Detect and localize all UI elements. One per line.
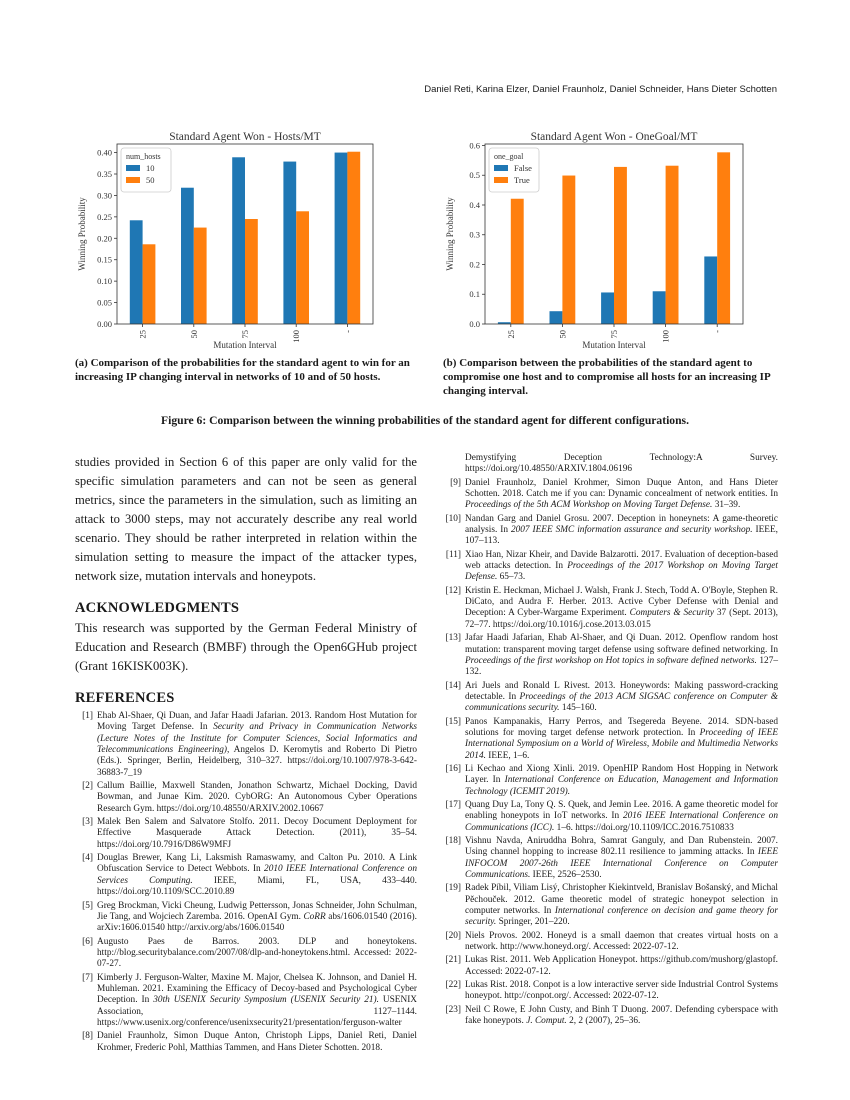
reference-item <box>75 901 417 935</box>
legend-label: False <box>514 163 532 173</box>
reference-text: Li Kechao and Xiong Xinli. 2019. OpenHIP Random Host Hopping in Network Layer. In <box>465 763 778 786</box>
reference-venue: Proceeding of IEEE International Symposium on a World of Wireless, Mobile and Multimedia Networks 2014. <box>465 727 779 761</box>
x-axis-label: Mutation Interval <box>213 340 277 350</box>
reference-text: 1–6. https://doi.org/10.1109/ICC.2016.7510833 <box>554 822 734 833</box>
reference-text: 2, 2 (2007), 25–36. <box>566 1016 641 1027</box>
y-tick-label: 0.1 <box>469 289 480 300</box>
reference-number: [20] <box>445 930 461 941</box>
reference-number: [17] <box>445 799 461 810</box>
references-list-left <box>75 711 417 1054</box>
reference-text: Nandan Garg and Daniel Grosu. 2007. Deception in honeynets: A game-theoretic analysis. In <box>465 513 778 536</box>
x-tick-label: 75 <box>609 330 619 339</box>
y-tick-label: 0.00 <box>97 319 112 329</box>
reference-text: Springer, 201–220. <box>496 917 570 928</box>
reference-number: [5] <box>82 900 93 911</box>
reference-item <box>443 800 778 834</box>
reference-item <box>443 764 778 798</box>
bar-50-75 <box>245 219 258 324</box>
reference-item <box>443 478 778 512</box>
legend-swatch-50 <box>126 177 140 183</box>
reference-item <box>75 711 417 779</box>
reference-item <box>443 681 778 715</box>
bar-True-100 <box>666 166 679 324</box>
left-column <box>75 453 417 1056</box>
reference-number: [10] <box>445 513 461 524</box>
reference-text: 37 (Sept. 2013), 72–77. https://doi.org/10.1016/j.cose.2013.03.015 <box>465 608 778 630</box>
bar-10-25 <box>130 220 143 324</box>
y-tick-label: 0.2 <box>469 259 480 270</box>
bar-10-100 <box>283 162 296 324</box>
reference-number: [21] <box>445 955 461 966</box>
reference-text: Lukas Rist. 2018. Conpot is a low interactive server side Industrial Control Systems honeypot. http://conpot.org/. Accessed: 2022-07-12. <box>465 980 778 1002</box>
legend-label: True <box>514 175 530 185</box>
bar-False-75 <box>601 292 614 324</box>
reference-text: IEEE, 107–113. <box>465 525 778 547</box>
bar-50-50 <box>194 228 207 324</box>
reference-text: Niels Provos. 2002. Honeyd is a small daemon that creates virtual hosts on a network. http://www.honeyd.org/. Accessed: 2022-07-12. <box>465 930 778 953</box>
y-tick-label: 0.35 <box>97 169 112 179</box>
y-axis-label: Winning Probability <box>77 197 87 271</box>
reference-number: [11] <box>445 549 461 560</box>
legend-swatch-10 <box>126 165 140 171</box>
body-paragraph: studies provided in Section 6 of this paper are only valid for the specific simulation parameters and can not be seen as general metrics, since the parameters in the simulation, such as limiting an attack to 3000 steps, may not accurately describe any real world scenario. They should be rather interpreted in relation within the simulation setting to measure the impact of the attacker types, network size, mutation intervals and honeypots. <box>75 455 417 583</box>
reference-text: Lukas Rist. 2011. Web Application Honeypot. https://github.com/mushorg/glastopf. Accessed: 2022-07-12. <box>465 955 778 977</box>
reference-text: Neil C Rowe, E John Custy, and Binh T Duong. 2007. Defending cyberspace with fake honeypots. <box>465 1004 778 1027</box>
reference-text: Kimberly J. Ferguson-Walter, Maxine M. Major, Chelsea K. Johnson, and Daniel H. Muhleman. 2021. Examining the Efficacy of Decoy-based and Psychological Cyber Deception. In <box>97 972 417 1006</box>
reference-venue: IEEE INFOCOM 2007-26th IEEE International Conference on Computer Communications. <box>465 847 778 881</box>
acknowledgments-text: This research was supported by the German Federal Ministry of Education and Research (BMBF) through the Open6GHub project (Grant 16KISK003K). <box>75 621 417 673</box>
x-tick-label: 25 <box>137 330 148 339</box>
reference-number: [18] <box>445 836 461 846</box>
chart-title: Standard Agent Won - Hosts/MT <box>169 131 321 143</box>
y-tick-label: 0.6 <box>469 140 480 151</box>
reference-number: [6] <box>82 936 93 947</box>
y-tick-label: 0.3 <box>469 229 480 240</box>
reference-venue: Proceedings of the 5th ACM Workshop on Moving Target Defense. <box>465 500 713 511</box>
legend-swatch-True <box>494 177 508 183</box>
legend-title: num_hosts <box>126 152 161 161</box>
reference-venue: 2016 IEEE International Conference on Communications (ICC). <box>465 811 778 833</box>
x-tick-label: 75 <box>240 330 250 339</box>
reference-item <box>443 717 778 762</box>
reference-item <box>75 817 417 851</box>
reference-text: Radek Píbil, Viliam Lisý, Christopher Kiekintveld, Branislav Bošanský, and Michal Pěchouček. 2012. Game theoretic model of strategic honeypot selection in computer networks. In <box>465 883 778 917</box>
y-tick-label: 0.10 <box>97 276 112 287</box>
x-tick-label: 100 <box>660 330 671 343</box>
reference-venue: 2007 IEEE SMC information assurance and security workshop. <box>510 525 753 536</box>
reference-number: [2] <box>82 781 93 792</box>
reference-number: [22] <box>445 980 461 991</box>
reference-text: Callum Baillie, Maxwell Standen, Jonathon Schwartz, Michael Docking, David Bowman, and Junae Kim. 2020. CybORG: An Autonomous Cyber Operations Research Gym. https://doi.org/10.48550/ARXIV.2002.10667 <box>97 781 417 814</box>
bar-True-50 <box>562 176 575 324</box>
bar-True-- <box>717 152 730 324</box>
reference-number: [7] <box>82 972 93 983</box>
reference-text: Daniel Fraunholz, Daniel Krohmer, Simon Duque Anton, and Hans Dieter Schotten. 2018. Catch me if you can: Dynamic concealment of network entities. In <box>465 477 778 500</box>
reference-item <box>443 931 778 954</box>
reference-venue: J. Comput. <box>526 1016 567 1027</box>
reference-number: [9] <box>450 477 461 488</box>
reference-number: [8] <box>82 1031 93 1042</box>
bar-True-25 <box>511 199 524 324</box>
reference-number: [19] <box>445 883 461 894</box>
reference-venue: CoRR <box>303 911 326 922</box>
x-tick-label: 25 <box>505 330 516 339</box>
legend-title: one_goal <box>494 152 524 161</box>
reference-venue: Security and Privacy in Communication Networks (Lecture Notes of the Institute for Computer Sciences, Social Informatics and Telecommunications Engineering), <box>97 722 417 756</box>
x-axis-label: Mutation Interval <box>582 340 646 350</box>
reference-text: Kristin E. Heckman, Michael J. Walsh, Frank J. Stech, Todd A. O'Boyle, Stephen R. DiCato, and Audra F. Herber. 2013. Active Cyber Defense with Denial and Deception: A Cyber-Wargame Experiment. <box>465 585 778 619</box>
reference-item <box>75 1031 417 1054</box>
acknowledgments-heading: ACKNOWLEDGMENTS <box>75 600 240 616</box>
reference-number: [1] <box>82 711 93 721</box>
reference-venue: 2010 IEEE International Conference on Services Computing. <box>97 864 417 886</box>
reference-venue: International Conference on Education, Management and Information Technology (ICEMIT 2019). <box>465 775 778 797</box>
legend-label: 10 <box>146 163 155 173</box>
references-heading: REFERENCES <box>75 690 175 706</box>
x-tick-label: 50 <box>188 330 199 339</box>
reference-venue: Computers & Security <box>629 608 714 619</box>
reference-text: Jafar Haadi Jafarian, Ehab Al-Shaer, and Qi Duan. 2012. Openflow random host mutation: transparent moving target defense using software defined networking. In <box>465 633 778 655</box>
reference-item <box>443 633 778 678</box>
y-tick-label: 0.30 <box>97 190 112 201</box>
reference-text: 145–160. <box>559 703 597 714</box>
reference-text: 65–73. <box>497 572 526 583</box>
reference-text: Angelos D. Keromytis and Roberto Di Pietro (Eds.). Springer, Berlin, Heidelberg, 310–327. https://doi.org/10.1007/978-3-642-36883-7_19 <box>97 745 417 778</box>
reference-item <box>443 514 778 548</box>
reference-text: Daniel Fraunholz, Simon Duque Anton, Christoph Lipps, Daniel Reti, Daniel Krohmer, Frederic Pohl, Matthias Tammen, and Hans Dieter Schotten. 2018. <box>97 1031 417 1053</box>
reference-venue: Proceedings of the 2017 Workshop on Moving Target Defense. <box>465 561 779 583</box>
reference-item <box>443 550 778 584</box>
y-tick-label: 0.05 <box>97 297 112 308</box>
reference-number: [3] <box>82 817 93 828</box>
x-tick-label: 100 <box>291 330 302 343</box>
bar-False-100 <box>653 291 666 324</box>
chart-hosts-mt <box>75 125 385 355</box>
reference-venue: Proceedings of the first workshop on Hot topics in software defined networks. <box>465 655 757 666</box>
x-tick-label: 50 <box>557 330 568 339</box>
reference-number: [16] <box>445 763 461 774</box>
x-tick-label: - <box>342 330 353 333</box>
bar-True-75 <box>614 167 627 324</box>
y-tick-label: 0.25 <box>97 211 112 222</box>
reference-text: IEEE, Miami, FL, USA, 433–440. https://doi.org/10.1109/SCC.2010.89 <box>97 875 417 898</box>
reference-item <box>443 955 778 978</box>
reference-text: Panos Kampanakis, Harry Perros, and Tsegereda Beyene. 2014. SDN-based solutions for moving target defense network protection. In <box>465 716 778 738</box>
bar-50-25 <box>143 244 156 324</box>
reference-number: [4] <box>82 853 93 864</box>
reference-text: Demystifying Deception Technology:A Survey. https://doi.org/10.48550/ARXIV.1804.06196 <box>465 453 778 475</box>
reference-item <box>443 586 778 631</box>
reference-number: [13] <box>445 633 461 644</box>
y-tick-label: 0.15 <box>97 254 112 265</box>
running-header: Daniel Reti, Karina Elzer, Daniel Fraunholz, Daniel Schneider, Hans Dieter Schotten <box>424 84 777 95</box>
figure-caption: Figure 6: Comparison between the winning probabilities of the standard agent for different configurations. <box>161 414 689 427</box>
y-tick-label: 0.0 <box>469 319 480 329</box>
reference-text: USENIX Association, 1127–1144. https://www.usenix.org/conference/usenixsecurity21/presentation/ferguson-walter <box>97 995 418 1028</box>
bar-10-- <box>335 153 348 324</box>
reference-number: [12] <box>445 585 461 596</box>
reference-text: Vishnu Navda, Aniruddha Bohra, Samrat Ganguly, and Dan Rubenstein. 2007. Using channel hopping to increase 802.11 resilience to jamming attacks. In <box>465 836 778 858</box>
reference-item <box>443 836 778 881</box>
reference-venue: Proceedings of the 2013 ACM SIGSAC conference on Computer & communications security. <box>465 691 778 714</box>
reference-text: Ari Juels and Ronald L Rivest. 2013. Honeywords: Making password-cracking detectable. In <box>465 680 778 702</box>
x-tick-label: - <box>712 330 723 333</box>
y-tick-label: 0.4 <box>469 199 480 210</box>
y-tick-label: 0.5 <box>469 170 480 181</box>
legend-label: 50 <box>146 175 155 185</box>
subcaption-b: (b) Comparison between the probabilities of the standard agent to compromise one host and to compromise all hosts for an increasing IP changing interval. <box>443 357 771 397</box>
reference-number: [23] <box>445 1004 461 1015</box>
reference-text: 31–39. <box>712 500 741 511</box>
reference-item <box>443 980 778 1003</box>
reference-item <box>75 853 417 898</box>
reference-text: abs/1606.01540 (2016). arXiv:1606.01540 http://arxiv.org/abs/1606.01540 <box>97 911 417 934</box>
references-list-right <box>443 453 778 1028</box>
reference-number: [14] <box>445 680 461 691</box>
reference-text: Malek Ben Salem and Salvatore Stolfo. 2011. Decoy Document Deployment for Effective Masquerade Attack Detection. (2011), 35–54. https://doi.org/10.7916/D86W9MFJ <box>97 817 417 850</box>
bar-50-100 <box>296 211 309 324</box>
chart-title: Standard Agent Won - OneGoal/MT <box>530 131 698 143</box>
reference-text: Greg Brockman, Vicki Cheung, Ludwig Pettersson, Jonas Schneider, John Schulman, Jie Tang, and Wojciech Zaremba. 2016. OpenAI Gym. <box>97 900 417 922</box>
reference-text: Douglas Brewer, Kang Li, Laksmish Ramaswamy, and Calton Pu. 2010. A Link Obfuscation Service to Detect Webbots. In <box>97 853 417 875</box>
bar-10-50 <box>181 188 194 324</box>
reference-item <box>443 883 778 928</box>
reference-item <box>75 973 417 1030</box>
legend-swatch-False <box>494 165 508 171</box>
reference-number: [15] <box>445 716 461 727</box>
reference-item <box>443 453 778 476</box>
reference-text: 127–132. <box>465 655 778 678</box>
reference-text: Augusto Paes de Barros. 2003. DLP and honeytokens. http://blog.securitybalance.com/2007/08/dlp-and-honeytokens.html. Accessed: 2022-07-27. <box>97 936 417 970</box>
reference-venue: International conference on decision and game theory for security. <box>465 906 778 928</box>
bar-False-- <box>704 256 717 324</box>
bar-False-50 <box>550 311 563 324</box>
bar-50-- <box>347 152 360 324</box>
reference-text: Ehab Al-Shaer, Qi Duan, and Jafar Haadi Jafarian. 2013. Random Host Mutation for Moving Target Defense. In <box>97 711 417 733</box>
right-column <box>443 453 778 1030</box>
bar-10-75 <box>232 157 245 324</box>
y-tick-label: 0.40 <box>97 147 112 158</box>
reference-item <box>75 937 417 971</box>
reference-item <box>75 781 417 815</box>
reference-item <box>443 1005 778 1028</box>
y-tick-label: 0.20 <box>97 233 112 244</box>
reference-venue: 30th USENIX Security Symposium (USENIX Security 21). <box>153 995 379 1006</box>
reference-text: IEEE, 1–6. <box>485 750 530 761</box>
subcaption-a: (a) Comparison of the probabilities for the standard agent to win for an increasing IP changing interval in networks of 10 and of 50 hosts. <box>75 357 410 383</box>
reference-text: Quang Duy La, Tony Q. S. Quek, and Jemin Lee. 2016. A game theoretic model for enabling honeypots in IoT networks. In <box>465 799 778 822</box>
reference-text: IEEE, 2526–2530. <box>530 870 602 881</box>
chart-onegoal-mt <box>445 125 755 355</box>
reference-text: Xiao Han, Nizar Kheir, and Davide Balzarotti. 2017. Evaluation of deception-based web attacks detection. In <box>465 549 778 572</box>
y-axis-label: Winning Probability <box>445 197 455 271</box>
